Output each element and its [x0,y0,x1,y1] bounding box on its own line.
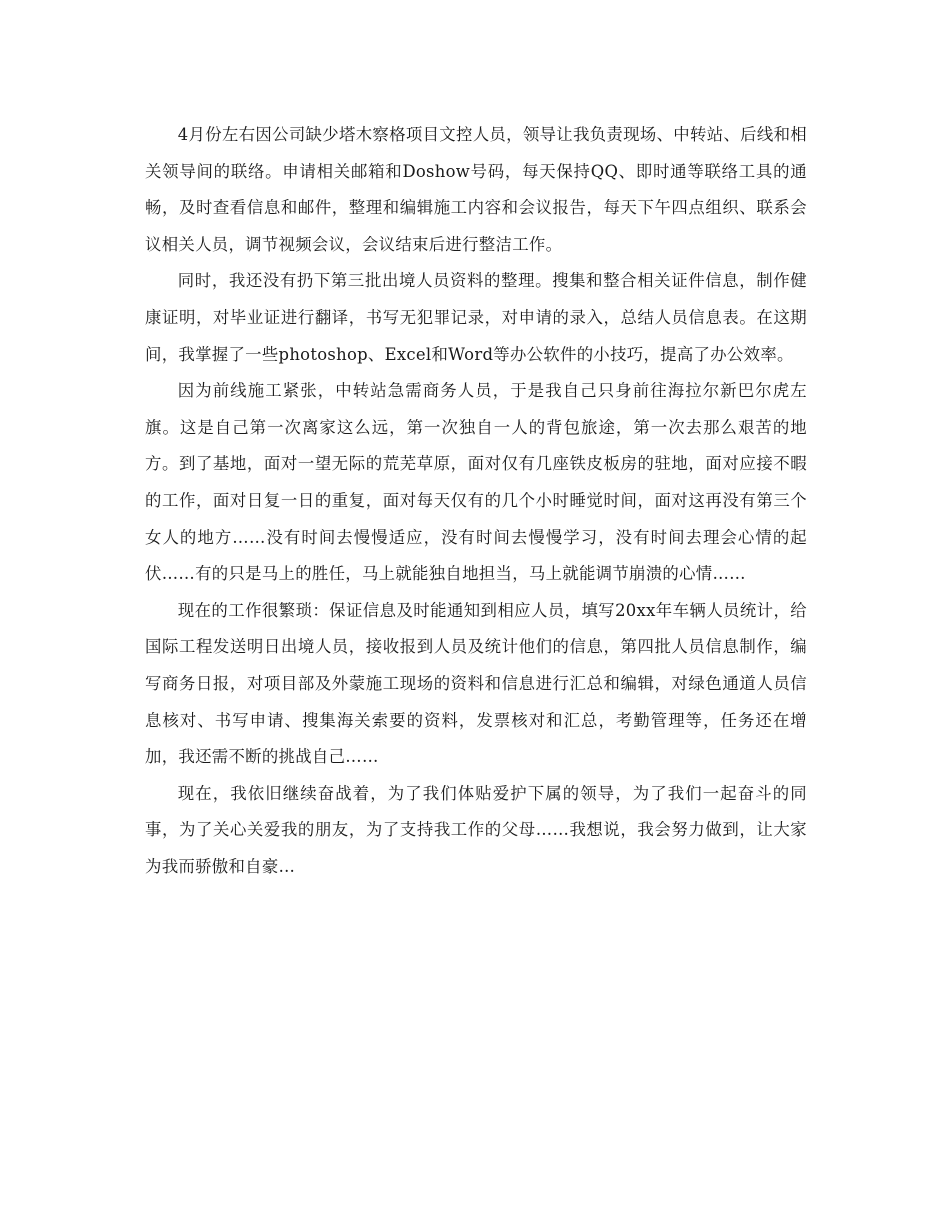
document-body [145,117,807,885]
paragraph-2: 同时，我还没有扔下第三批出境人员资料的整理。搜集和整合相关证件信息，制作健康证明，对毕业证进行翻译，书写无犯罪记录，对申请的录入，总结人员信息表。在这期间，我掌握了一些photoshop、Excel和Word等办公软件的小技巧，提高了办公效率。 [145,271,807,364]
paragraph-5: 现在，我依旧继续奋战着，为了我们体贴爱护下属的领导，为了我们一起奋斗的同事，为了关心关爱我的朋友，为了支持我工作的父母……我想说，我会努力做到，让大家为我而骄傲和自豪… [145,783,807,876]
paragraph-4: 现在的工作很繁琐：保证信息及时能通知到相应人员，填写20xx年车辆人员统计，给国际工程发送明日出境人员，接收报到人员及统计他们的信息，第四批人员信息制作，编写商务日报，对项目部及外蒙施工现场的资料和信息进行汇总和编辑，对绿色通道人员信息核对、书写申请、搜集海关索要的资料，发票核对和汇总，考勤管理等，任务还在增加，我还需不断的挑战自己…… [145,600,807,767]
paragraph-3: 因为前线施工紧张，中转站急需商务人员，于是我自己只身前往海拉尔新巴尔虎左旗。这是自己第一次离家这么远，第一次独自一人的背包旅途，第一次去那么艰苦的地方。到了基地，面对一望无际的荒芜草原，面对仅有几座铁皮板房的驻地，面对应接不暇的工作，面对日复一日的重复，面对每天仅有的几个小时睡觉时间，面对这再没有第三个女人的地方……没有时间去慢慢适应，没有时间去慢慢学习，没有时间去理会心情的起伏……有的只是马上的胜任，马上就能独自地担当，马上就能调节崩溃的心情…… [145,381,807,584]
paragraph-1: 4月份左右因公司缺少塔木察格项目文控人员，领导让我负责现场、中转站、后线和相关领导间的联络。申请相关邮箱和Doshow号码，每天保持QQ、即时通等联络工具的通畅，及时查看信息和邮件，整理和编辑施工内容和会议报告，每天下午四点组织、联系会议相关人员，调节视频会议，会议结束后进行整洁工作。 [145,125,807,254]
